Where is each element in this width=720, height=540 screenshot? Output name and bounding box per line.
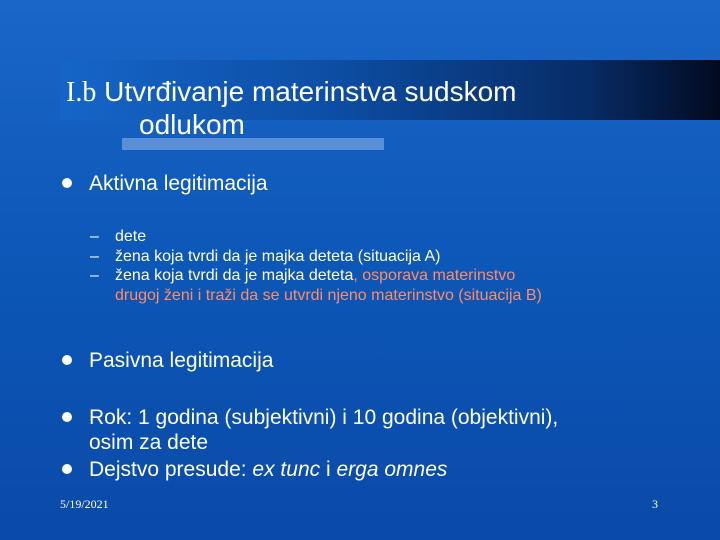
footer-date: 5/19/2021 [60, 497, 109, 511]
slide-title [66, 76, 666, 141]
bullet-effect-text [89, 457, 447, 482]
bullet-deadline-text [89, 405, 558, 455]
bullet-passive-text: Pasivna legitimacija [89, 349, 274, 372]
dash-marker: – [90, 247, 99, 265]
sublist-item-highlight-line2: drugoj ženi i traži da se utvrdi njeno materinstvo (situacija B) [115, 286, 542, 304]
title-prefix: I.b [66, 77, 97, 108]
sublist-item-text: žena koja tvrdi da je majka deteta (situacija A) [115, 247, 441, 265]
footer-page-number: 3 [652, 497, 658, 511]
sublist-item [90, 227, 542, 247]
title-line1: Utvrđivanje materinstva sudskom [104, 76, 517, 107]
sublist-item-text: dete [115, 228, 147, 245]
bullet-active-text: Aktivna legitimacija [89, 172, 268, 195]
title-line2: odlukom [139, 109, 245, 141]
sublist-item [90, 266, 542, 305]
deadline-line2: osim za dete [89, 431, 209, 455]
sublist-item-highlight: , osporava materinstvo [353, 267, 516, 284]
active-legitimation-sublist [90, 227, 542, 305]
effect-connector: i [320, 458, 337, 481]
bullet-dot [62, 464, 72, 474]
dash-marker: – [90, 228, 99, 245]
deadline-line1: Rok: 1 godina (subjektivni) i 10 godina (objektivni), [89, 406, 559, 429]
bullet-dot [62, 412, 72, 422]
effect-term-ex-tunc: ex tunc [252, 458, 321, 481]
sublist-item [90, 247, 542, 267]
bullet-dot [62, 355, 72, 365]
effect-term-erga-omnes: erga omnes [336, 458, 448, 481]
dash-marker: – [90, 267, 99, 284]
effect-prefix: Dejstvo presude: [89, 458, 253, 481]
bullet-dot [62, 178, 72, 188]
sublist-item-text: žena koja tvrdi da je majka deteta [115, 267, 354, 284]
